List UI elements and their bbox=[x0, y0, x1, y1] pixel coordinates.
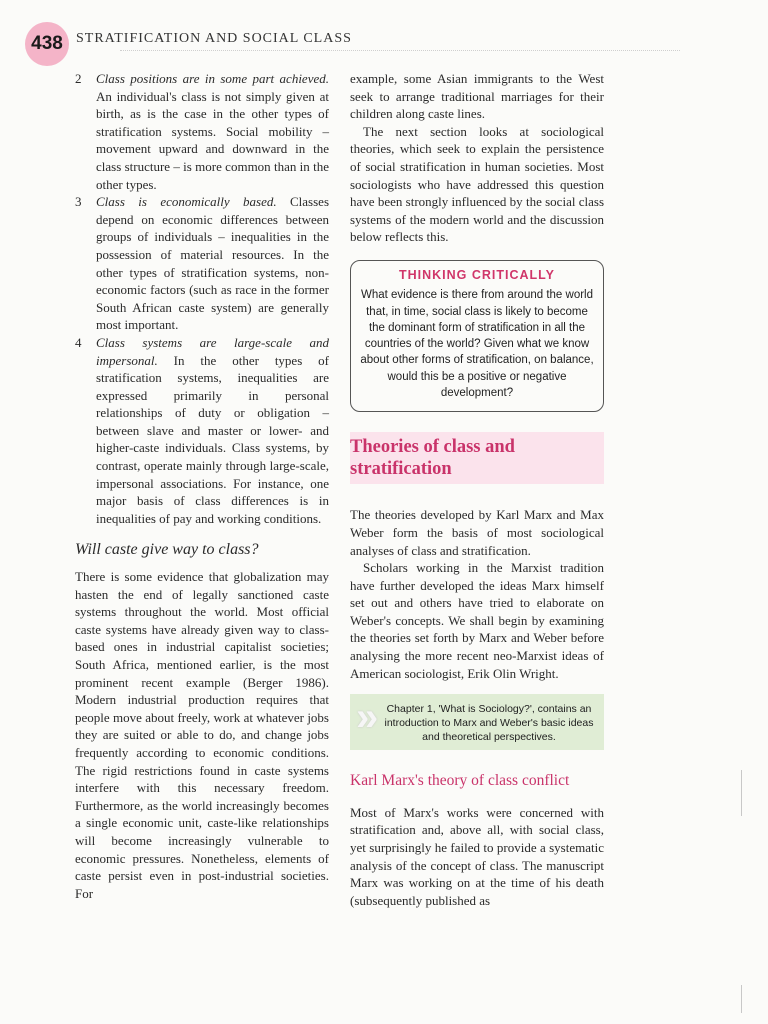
list-item-text: An individual's class is not simply given at birth, as is the case in the other types of stratification systems. Social mobility – movement upward and downward in the class structure – is more common than in the other types. bbox=[96, 88, 329, 192]
quote-marks-icon: » bbox=[356, 695, 379, 740]
left-column bbox=[75, 70, 329, 902]
callout-text: Chapter 1, 'What is Sociology?', contains an introduction to Marx and Weber's basic ideas and theoretical perspectives. bbox=[384, 703, 594, 744]
body-paragraph: There is some evidence that globalization may hasten the end of legally sanctioned caste systems throughout the world. Most official caste systems have already given way to class-based ones in industrial capitalist societies; South Africa, mentioned earlier, is the most prominent recent example (Berger 1986). Modern industrial production requires that people move about freely, work at whatever jobs they are suited or able to do, and change jobs frequently according to economic conditions. The rigid restrictions found in caste systems interfere with this necessary freedom. Furthermore, as the world increasingly becomes a single economic unit, caste-like relationships will become increasingly vulnerable to economic pressures. Nonetheless, elements of caste persist even in post-industrial societies. For bbox=[75, 569, 329, 901]
thinking-critically-title: THINKING CRITICALLY bbox=[398, 267, 556, 282]
list-item-text: In the other types of stratification systems, inequalities are expressed primarily in personal relationships of duty or obligation – between slave and master or lower- and higher-caste individuals. Class systems, by contrast, operate mainly through large-scale, impersonal associations. For instance, one major basis of class differences is in inequalities of pay and working conditions. bbox=[96, 352, 330, 526]
body-paragraph: example, some Asian immigrants to the West seek to arrange traditional marriages for their children along caste lines. bbox=[350, 71, 604, 122]
page-edge-mark bbox=[741, 770, 742, 816]
subsection-title: Karl Marx's theory of class conflict bbox=[350, 772, 570, 790]
header-rule bbox=[120, 50, 680, 51]
body-paragraph: The next section looks at sociological theories, which seek to explain the persistence of social stratification in human societies. Most sociologists who have addressed this question have been strongly influenced by the social class systems of the modern world and the discussion below reflects this. bbox=[350, 123, 604, 245]
list-number: 3 bbox=[75, 194, 82, 210]
list-number: 2 bbox=[75, 71, 82, 86]
cross-reference-callout bbox=[350, 694, 604, 750]
body-paragraph: The theories developed by Karl Marx and Max Weber form the basis of most sociological analyses of class and stratification. bbox=[350, 507, 604, 558]
right-column bbox=[350, 70, 604, 909]
body-paragraph: Most of Marx's works were concerned with stratification and, above all, with social class, yet surprisingly he failed to provide a systematic analysis of the concept of class. The manuscript Marx was working on at the time of his death (subsequently published as bbox=[350, 804, 604, 908]
thinking-critically-box bbox=[350, 260, 604, 412]
subheading-caste: Will caste give way to class? bbox=[75, 541, 259, 559]
section-title: Theories of class and stratification bbox=[350, 432, 604, 484]
list-item bbox=[75, 70, 329, 193]
list-item-lead: Class is economically based. bbox=[96, 194, 277, 210]
list-item bbox=[75, 334, 329, 528]
page-edge-mark bbox=[741, 985, 742, 1013]
list-item-lead: Class positions are in some part achieved. bbox=[96, 71, 329, 86]
list-item-lead: Class systems are large-scale and impersonal. bbox=[96, 334, 329, 368]
page-number: 438 bbox=[25, 22, 69, 66]
running-title: STRATIFICATION AND SOCIAL CLASS bbox=[76, 31, 352, 46]
list-item bbox=[75, 193, 329, 334]
thinking-critically-text: What evidence is there from around the world that, in time, social class is likely to become the dominant form of stratification in all the countries of the world? Given what we know about other forms of stratification, on balance, would this be a positive or negative development? bbox=[360, 289, 594, 400]
list-number: 4 bbox=[75, 334, 82, 350]
body-paragraph: Scholars working in the Marxist tradition have further developed the ideas Marx himself set out and others have tried to elaborate on Weber's concepts. We shall begin by examining the theories set forth by Marx and Weber before analysing the more recent neo-Marxist ideas of American sociologist, Erik Olin Wright. bbox=[350, 560, 604, 681]
list-item-text: Classes depend on economic differences between groups of individuals – inequalities in the possession of material resources. In the other types of stratification systems, non-economic factors (such as race in the former South African caste system) are generally most important. bbox=[96, 194, 329, 333]
